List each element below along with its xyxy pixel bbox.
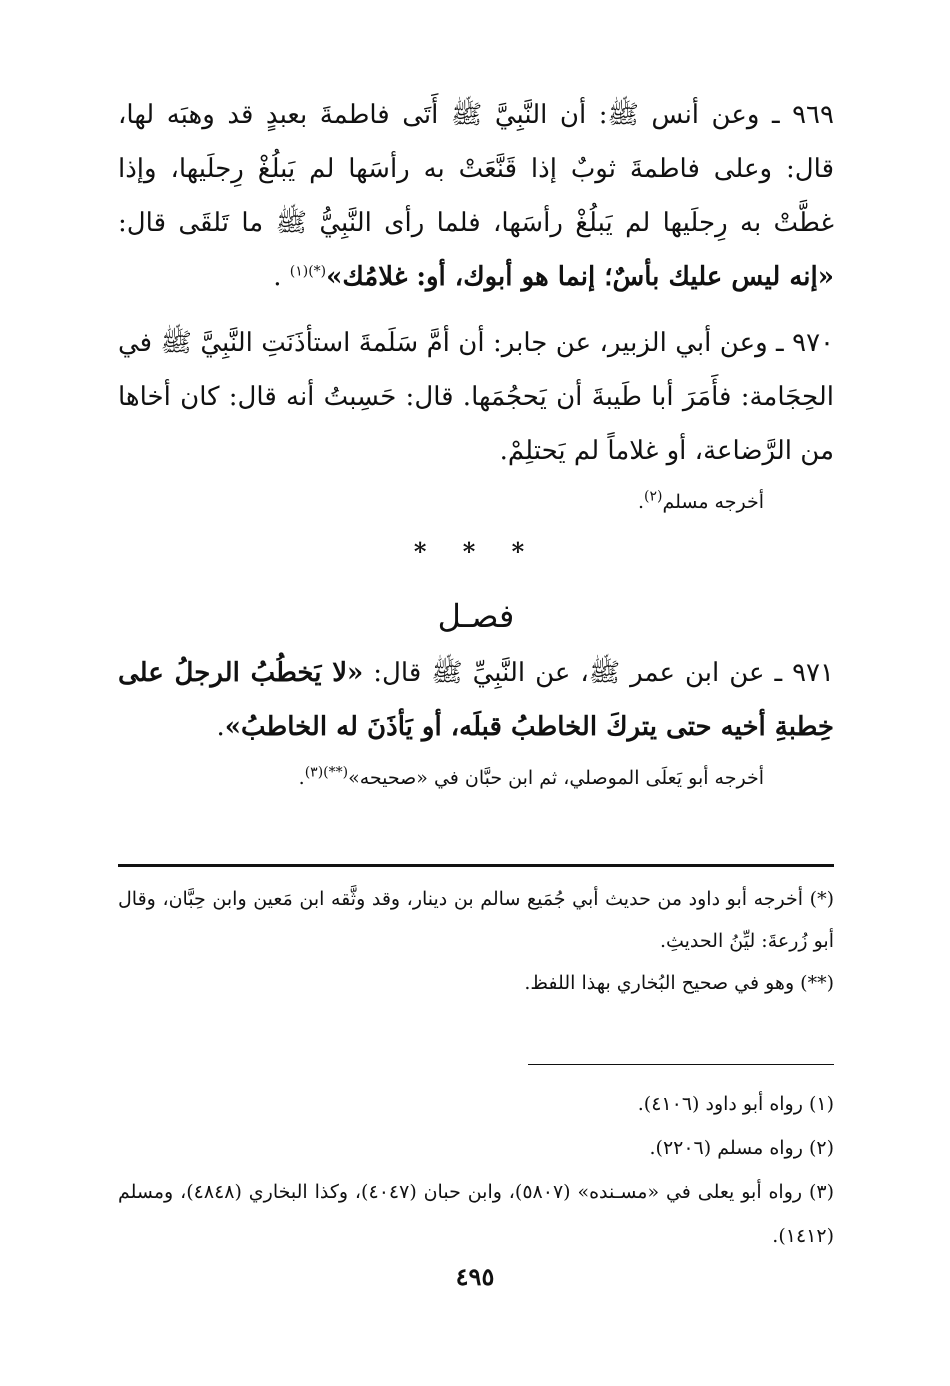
hadith-969-quote: «إنه ليس عليك بأسٌ؛ إنما هو أبوك، أو: غلامُك» bbox=[326, 262, 834, 292]
hadith-971-source-text: أخرجه أبو يَعلَى الموصلي، ثم ابن حبَّان في «صحيحه» bbox=[348, 767, 764, 789]
footnotes-divider-line bbox=[528, 1064, 834, 1065]
hadith-970-source-end: . bbox=[637, 491, 644, 513]
hadith-971-quote: «لا يَخطُبُ الرجلُ على خِطبةِ أخيه حتى يتركَ الخاطبُ قبلَه، أو يَأذَنَ له الخاطبُ» bbox=[118, 658, 834, 742]
hadith-971 bbox=[118, 646, 834, 754]
page-number: ٤٩٥ bbox=[455, 1262, 495, 1291]
hadith-969 bbox=[118, 88, 834, 304]
editor-note-2: (**) وهو في صحيح البُخاري بهذا اللفظ. bbox=[524, 972, 834, 994]
footnote-2: (٢) رواه مسلم (٢٢٠٦). bbox=[649, 1137, 834, 1159]
hadith-970-source-text: أخرجه مسلم bbox=[662, 491, 764, 513]
section-heading: فصـل bbox=[437, 597, 515, 635]
hadith-970-source-mark: (٢) bbox=[643, 488, 663, 505]
footnote-1: (١) رواه أبو داود (٤١٠٦). bbox=[637, 1093, 834, 1115]
hadith-970 bbox=[118, 316, 834, 478]
section-divider-stars: * * * bbox=[413, 537, 539, 566]
hadith-971-source bbox=[118, 758, 834, 798]
hadith-971-source-mark: (**)(٣) bbox=[304, 764, 349, 781]
hadith-970-source bbox=[118, 482, 834, 522]
hadith-969-text: ٩٦٩ ـ وعن أنس ﷺ: أن النَّبِيَّ ﷺ أَتَى فاطمةَ بعبدٍ قد وهبَه لها، قال: وعلى فاطمةَ ثوبٌ إذا قَنَّعَتْ به رأسَها لم يَبلُغْ رِجلَيها، وإذا غطَّتْ به رِجلَيها لم يَبلُغْ رأسَها، فلما رأى النَّبِيُّ ﷺ ما تَلقَى قال: bbox=[118, 100, 834, 238]
notes-divider-line bbox=[118, 864, 834, 867]
hadith-969-end: . bbox=[273, 262, 290, 292]
editor-note-1: (*) أخرجه أبو داود من حديث أبي جُمَيع سالم بن دينار، وقد وثَّقه ابن مَعين وابن حِبَّان، وقال أبو زُرعةَ: ليِّنُ الحديثِ. bbox=[118, 888, 834, 952]
main-text bbox=[118, 88, 834, 798]
footnotes bbox=[118, 1082, 834, 1258]
editor-notes bbox=[118, 878, 834, 1004]
hadith-971-text: ٩٧١ ـ عن ابن عمر ﷺ، عن النَّبِيِّ ﷺ قال: bbox=[363, 658, 834, 688]
hadith-971-source-end: . bbox=[298, 767, 305, 789]
hadith-969-marks: (*)(١) bbox=[289, 263, 327, 280]
footnote-3: (٣) رواه أبو يعلى في «مسـنده» (٥٨٠٧)، وابن حبان (٤٠٤٧)، وكذا البخاري (٤٨٤٨)، ومسلم (١٤١٢). bbox=[118, 1181, 834, 1247]
hadith-971-end: . bbox=[216, 712, 225, 742]
hadith-970-text: ٩٧٠ ـ وعن أبي الزبير، عن جابر: أن أمَّ سَلَمةَ استأذَنَتِ النَّبِيَّ ﷺ في الحِجَامة: فأَمَرَ أبا طَيبةَ أن يَحجُمَها. قال: حَسِبتُ أنه قال: كان أخاها من الرَّضاعة، أو غلاماً لم يَحتلِمْ. bbox=[118, 328, 835, 466]
